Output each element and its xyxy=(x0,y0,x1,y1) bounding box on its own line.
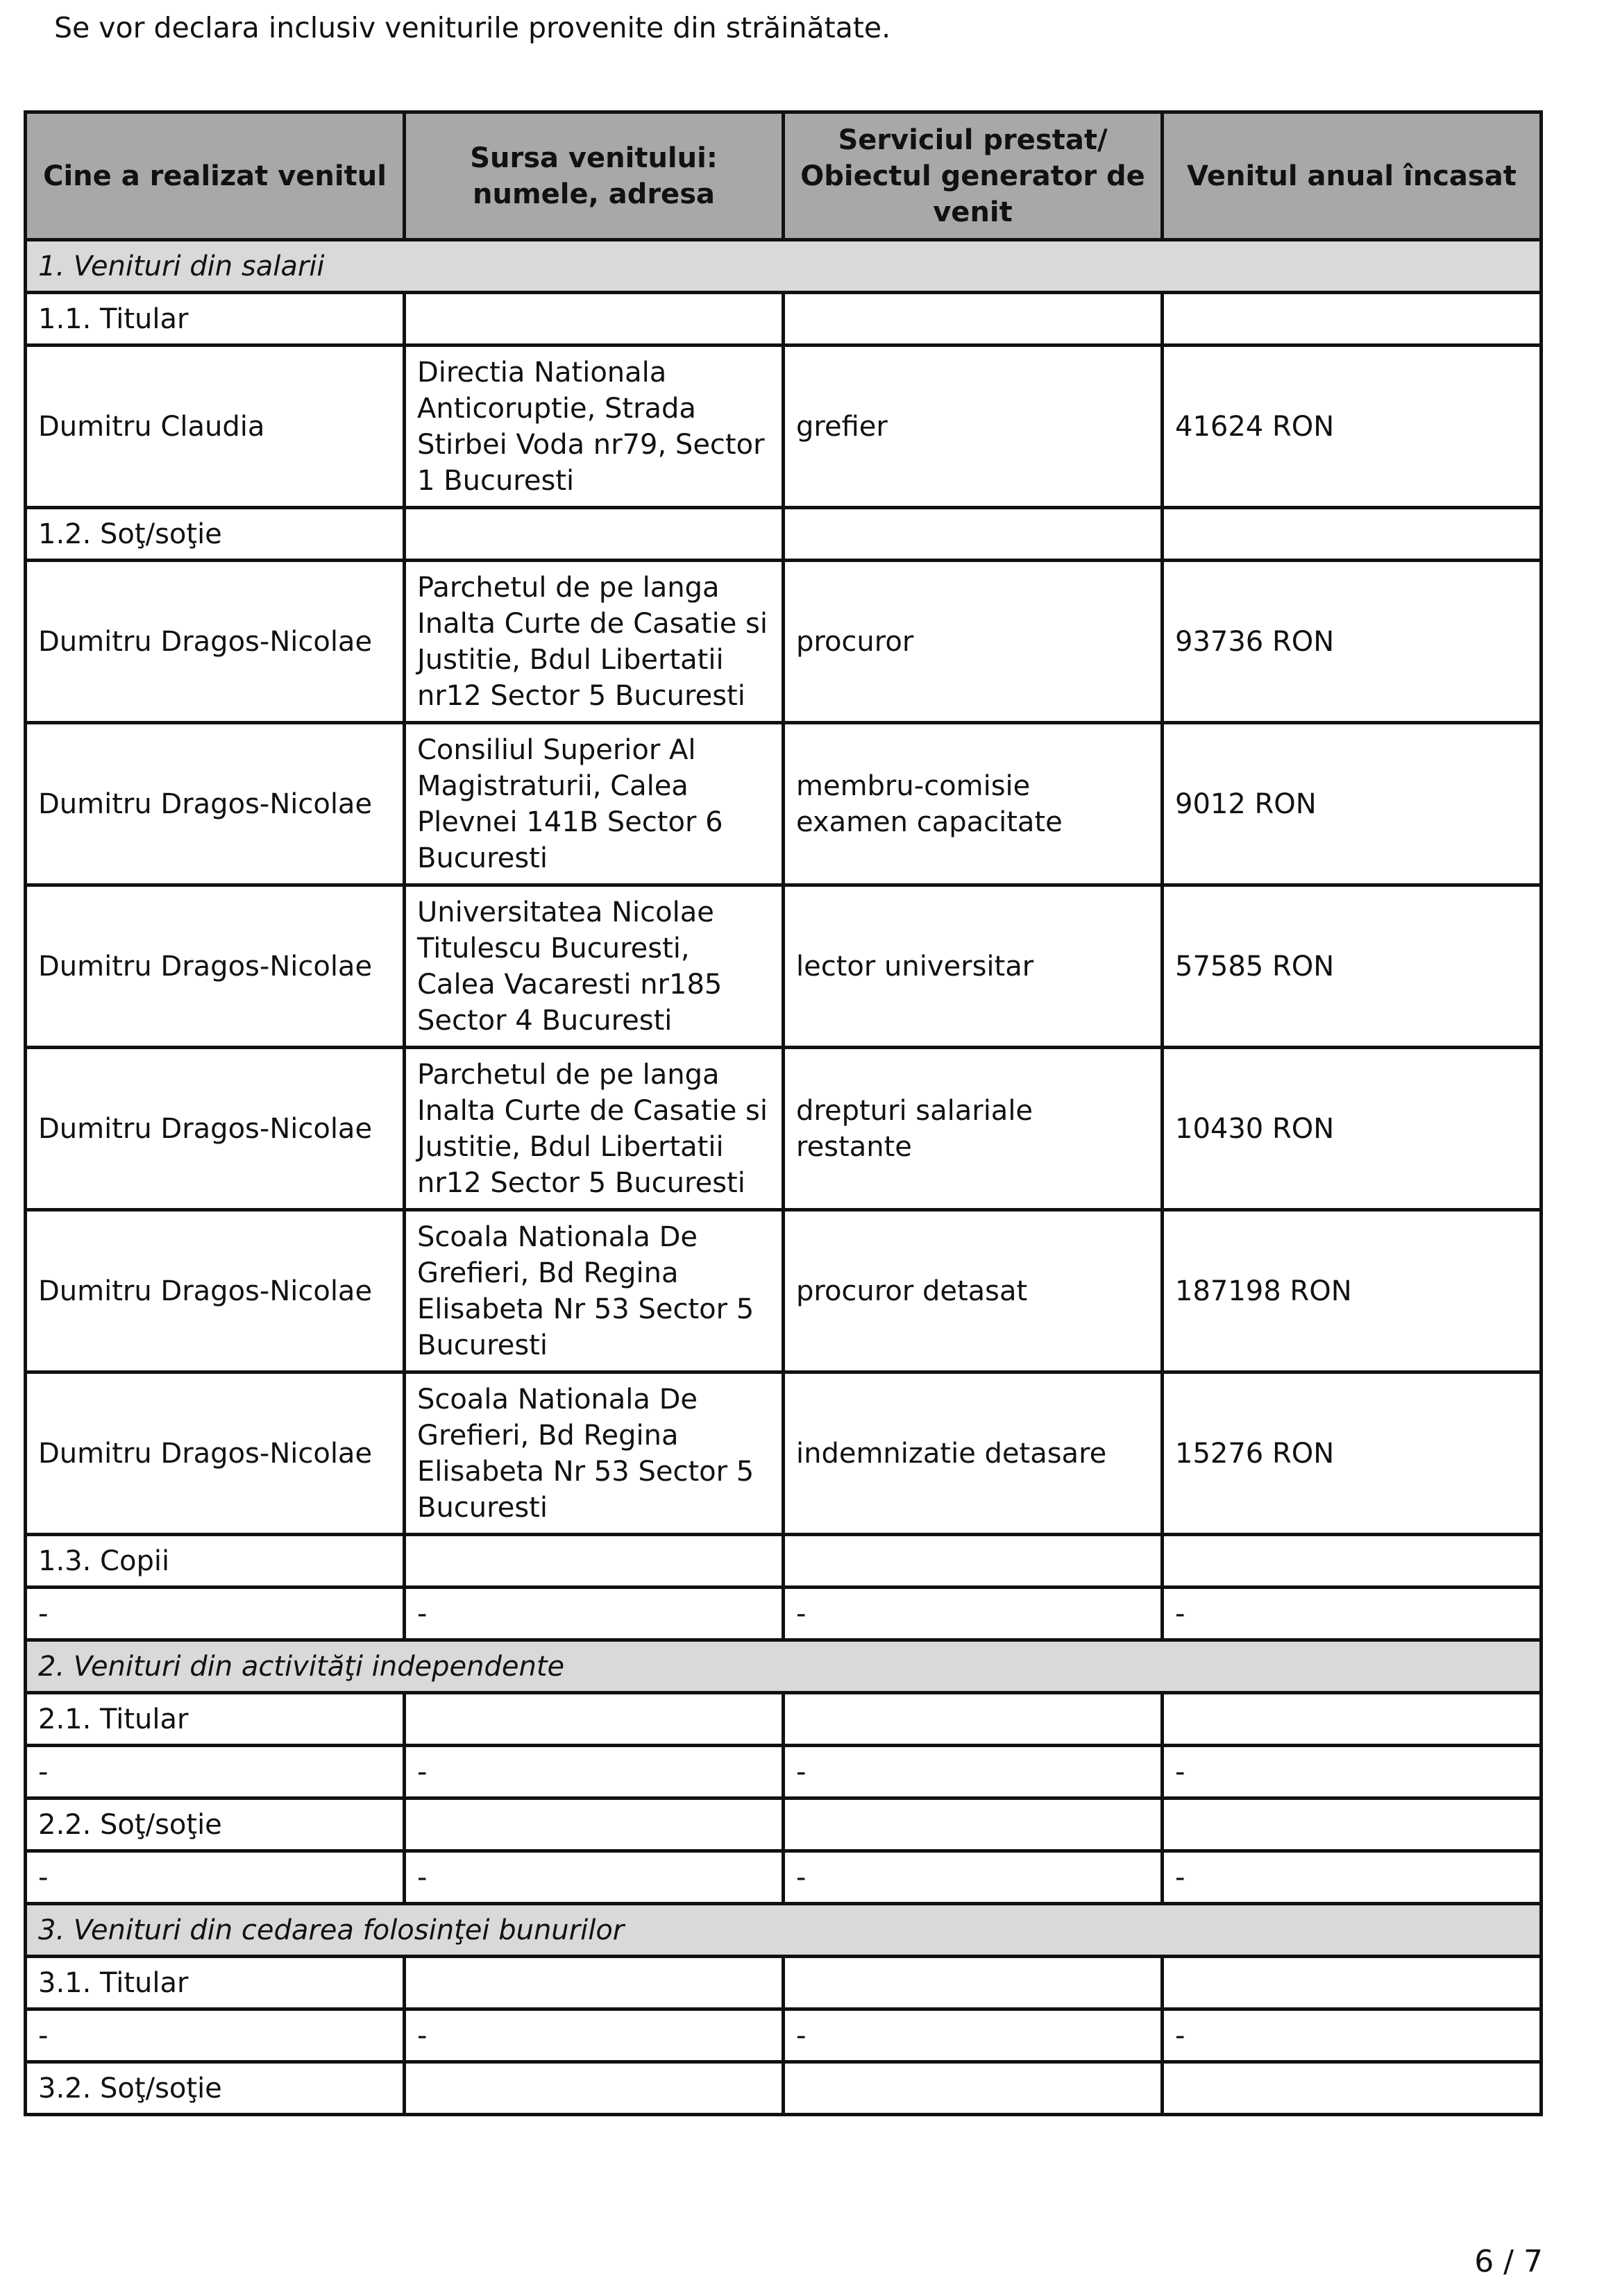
cell-income-earner: 2.2. Soţ/soţie xyxy=(26,1798,405,1851)
cell-annual-income: - xyxy=(1163,2009,1542,2062)
cell-annual-income: - xyxy=(1163,1851,1542,1904)
table-row xyxy=(26,1957,1542,2009)
cell-service-provided xyxy=(784,1798,1163,1851)
cell-annual-income xyxy=(1163,1798,1542,1851)
table-row xyxy=(26,723,1542,885)
table-row xyxy=(26,2009,1542,2062)
section-row xyxy=(26,240,1542,293)
table-header-row xyxy=(26,112,1542,240)
cell-income-earner: Dumitru Dragos-Nicolae xyxy=(26,1372,405,1535)
cell-income-earner: Dumitru Dragos-Nicolae xyxy=(26,561,405,723)
cell-service-provided: - xyxy=(784,1746,1163,1798)
cell-income-source: Scoala Nationala De Grefieri, Bd Regina Elisabeta Nr 53 Sector 5 Bucuresti xyxy=(405,1210,784,1372)
table-row xyxy=(26,1210,1542,1372)
cell-service-provided: procuror detasat xyxy=(784,1210,1163,1372)
cell-income-earner: 1.3. Copii xyxy=(26,1535,405,1588)
cell-service-provided xyxy=(784,1535,1163,1588)
cell-income-source: Directia Nationala Anticoruptie, Strada Stirbei Voda nr79, Sector 1 Bucuresti xyxy=(405,346,784,508)
cell-income-source xyxy=(405,293,784,346)
cell-service-provided xyxy=(784,2062,1163,2115)
cell-income-earner: 1.1. Titular xyxy=(26,293,405,346)
table-row xyxy=(26,1693,1542,1746)
cell-income-earner: - xyxy=(26,1588,405,1640)
cell-service-provided: lector universitar xyxy=(784,885,1163,1048)
intro-text: Se vor declara inclusiv veniturile provenite din străinătate. xyxy=(54,11,891,44)
cell-income-source xyxy=(405,1535,784,1588)
table-row xyxy=(26,1798,1542,1851)
cell-service-provided: - xyxy=(784,1588,1163,1640)
section-label: 3. Venituri din cedarea folosinţei bunurilor xyxy=(26,1904,1542,1957)
cell-annual-income: 41624 RON xyxy=(1163,346,1542,508)
cell-income-source: - xyxy=(405,1851,784,1904)
table-row xyxy=(26,2062,1542,2115)
cell-income-source xyxy=(405,2062,784,2115)
cell-income-earner: Dumitru Claudia xyxy=(26,346,405,508)
table-body xyxy=(26,240,1542,2115)
cell-income-earner: - xyxy=(26,2009,405,2062)
cell-annual-income: 9012 RON xyxy=(1163,723,1542,885)
cell-income-source: Parchetul de pe langa Inalta Curte de Casatie si Justitie, Bdul Libertatii nr12 Sector 5 Bucuresti xyxy=(405,561,784,723)
cell-service-provided: drepturi salariale restante xyxy=(784,1048,1163,1210)
section-row xyxy=(26,1640,1542,1693)
table-row xyxy=(26,508,1542,561)
cell-annual-income: - xyxy=(1163,1588,1542,1640)
cell-service-provided xyxy=(784,508,1163,561)
cell-annual-income xyxy=(1163,293,1542,346)
table-row xyxy=(26,1535,1542,1588)
cell-income-earner: Dumitru Dragos-Nicolae xyxy=(26,723,405,885)
cell-annual-income: - xyxy=(1163,1746,1542,1798)
cell-income-earner: 3.2. Soţ/soţie xyxy=(26,2062,405,2115)
cell-annual-income: 15276 RON xyxy=(1163,1372,1542,1535)
table-row xyxy=(26,1746,1542,1798)
cell-service-provided: membru-comisie examen capacitate xyxy=(784,723,1163,885)
cell-service-provided xyxy=(784,1957,1163,2009)
cell-income-source: - xyxy=(405,2009,784,2062)
table-row xyxy=(26,1372,1542,1535)
cell-annual-income xyxy=(1163,1535,1542,1588)
cell-annual-income xyxy=(1163,1957,1542,2009)
cell-service-provided: grefier xyxy=(784,346,1163,508)
cell-income-earner: 2.1. Titular xyxy=(26,1693,405,1746)
cell-annual-income: 57585 RON xyxy=(1163,885,1542,1048)
cell-income-earner: - xyxy=(26,1746,405,1798)
cell-income-source: Scoala Nationala De Grefieri, Bd Regina Elisabeta Nr 53 Sector 5 Bucuresti xyxy=(405,1372,784,1535)
table-row xyxy=(26,1588,1542,1640)
cell-income-source: - xyxy=(405,1588,784,1640)
header-annual-income: Venitul anual încasat xyxy=(1163,112,1542,240)
cell-annual-income xyxy=(1163,1693,1542,1746)
section-label: 1. Venituri din salarii xyxy=(26,240,1542,293)
cell-income-earner: 1.2. Soţ/soţie xyxy=(26,508,405,561)
cell-income-source: Parchetul de pe langa Inalta Curte de Casatie si Justitie, Bdul Libertatii nr12 Sector 5 Bucuresti xyxy=(405,1048,784,1210)
header-income-earner: Cine a realizat venitul xyxy=(26,112,405,240)
cell-annual-income: 187198 RON xyxy=(1163,1210,1542,1372)
table-row xyxy=(26,1048,1542,1210)
cell-service-provided: - xyxy=(784,2009,1163,2062)
section-label: 2. Venituri din activităţi independente xyxy=(26,1640,1542,1693)
table-row xyxy=(26,885,1542,1048)
section-row xyxy=(26,1904,1542,1957)
cell-service-provided: procuror xyxy=(784,561,1163,723)
cell-annual-income xyxy=(1163,2062,1542,2115)
cell-service-provided: indemnizatie detasare xyxy=(784,1372,1163,1535)
header-income-source: Sursa venitului: numele, adresa xyxy=(405,112,784,240)
cell-income-earner: Dumitru Dragos-Nicolae xyxy=(26,1048,405,1210)
cell-income-source xyxy=(405,1693,784,1746)
table-row xyxy=(26,1851,1542,1904)
cell-service-provided: - xyxy=(784,1851,1163,1904)
table-row xyxy=(26,346,1542,508)
cell-income-earner: 3.1. Titular xyxy=(26,1957,405,2009)
cell-income-earner: Dumitru Dragos-Nicolae xyxy=(26,1210,405,1372)
cell-annual-income: 93736 RON xyxy=(1163,561,1542,723)
income-table xyxy=(24,110,1543,2116)
header-service-provided: Serviciul prestat/ Obiectul generator de venit xyxy=(784,112,1163,240)
table-row xyxy=(26,561,1542,723)
cell-income-source: - xyxy=(405,1746,784,1798)
cell-service-provided xyxy=(784,1693,1163,1746)
cell-annual-income: 10430 RON xyxy=(1163,1048,1542,1210)
page-number: 6 / 7 xyxy=(1474,2244,1543,2279)
cell-income-source: Consiliul Superior Al Magistraturii, Calea Plevnei 141B Sector 6 Bucuresti xyxy=(405,723,784,885)
cell-income-source: Universitatea Nicolae Titulescu Bucuresti, Calea Vacaresti nr185 Sector 4 Bucuresti xyxy=(405,885,784,1048)
cell-income-earner: - xyxy=(26,1851,405,1904)
cell-annual-income xyxy=(1163,508,1542,561)
cell-income-source xyxy=(405,1798,784,1851)
cell-income-source xyxy=(405,508,784,561)
cell-income-source xyxy=(405,1957,784,2009)
table-row xyxy=(26,293,1542,346)
cell-income-earner: Dumitru Dragos-Nicolae xyxy=(26,885,405,1048)
cell-service-provided xyxy=(784,293,1163,346)
